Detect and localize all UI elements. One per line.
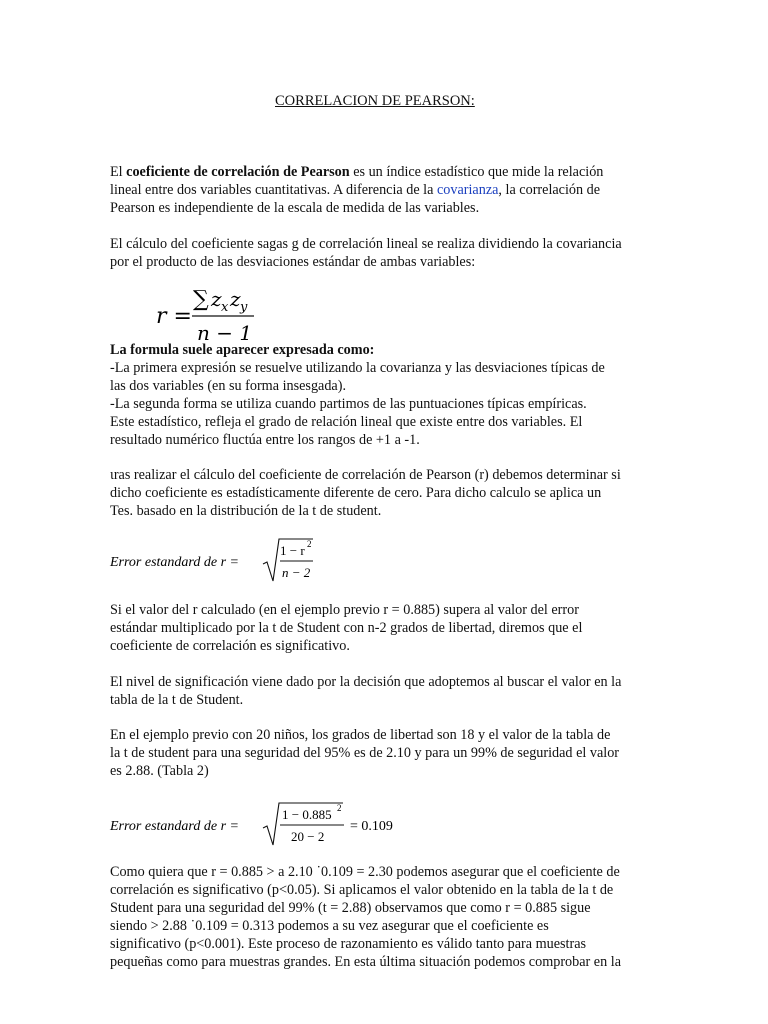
- conclusion-line-2: correlación es significativo (p<0.05). Si aplicamos el valor obtenido en la tabla de la t de: [110, 882, 614, 898]
- formula-z-x: z: [211, 287, 222, 311]
- formula-r-label: r =: [156, 304, 192, 329]
- example-line-2: la t de student para una seguridad del 95% es de 2.10 y para un 99% de seguridad el valor: [110, 745, 620, 761]
- intro-text-2a: lineal entre dos variables cuantitativas. A diferencia de la: [110, 182, 434, 198]
- intro-text: es un índice estadístico que mide la relación: [353, 164, 604, 180]
- se-denominator: n − 2: [282, 565, 311, 580]
- se-formula-label: Error estandard de r =: [110, 555, 239, 570]
- comparison-line-1: Si el valor del r calculado (en el ejemplo previo r = 0.885) supera al valor del error: [110, 602, 579, 618]
- conclusion-line-5: significativo (p<0.001). Este proceso de razonamiento es válido tanto para muestras: [110, 936, 587, 952]
- formula-z-y: z: [230, 287, 241, 311]
- explanation-line-4: Este estadístico, refleja el grado de relación lineal que existe entre dos variables. El: [110, 414, 583, 430]
- comparison-line-3: coeficiente de correlación es significativo.: [110, 638, 350, 654]
- significance-line-2: dicho coeficiente es estadísticamente diferente de cero. Para dicho calculo se aplica un: [110, 485, 602, 501]
- level-line-1: El nivel de significación viene dado por la decisión que adoptemos al buscar el valor en la: [110, 674, 622, 690]
- intro-paragraph: [110, 163, 662, 217]
- numeric-standard-error-formula: [108, 798, 398, 848]
- level-line-2: tabla de la t de Student.: [110, 692, 244, 708]
- conclusion-line-1: Como quiera que r = 0.885 > a 2.10 ˙0.109 = 2.30 podemos asegurar que el coeficiente de: [110, 864, 620, 880]
- page-title: CORRELACION DE PEARSON:: [275, 93, 475, 109]
- example-paragraph: [110, 726, 662, 780]
- bold-term: coeficiente de correlación de Pearson: [126, 164, 350, 180]
- significance-paragraph: [110, 466, 662, 520]
- conclusion-paragraph: [110, 863, 662, 971]
- explanation-line-3: -La segunda forma se utiliza cuando partimos de las puntuaciones típicas empíricas.: [110, 396, 587, 412]
- formula-sub-y: y: [240, 300, 248, 315]
- conclusion-line-3: Student para una seguridad del 99% (t = 2.88) observamos que como r = 0.885 sigue: [110, 900, 591, 916]
- significance-level-paragraph: [110, 673, 662, 709]
- pearson-formula: [150, 282, 260, 346]
- explanation-line-5: resultado numérico fluctúa entre los rangos de +1 a -1.: [110, 432, 420, 448]
- calc-line-1: El cálculo del coeficiente sagas g de correlación lineal se realiza dividiendo la covariancia: [110, 236, 622, 252]
- calc-line-2: por el producto de las desviaciones estándar de ambas variables:: [110, 254, 476, 270]
- calculation-paragraph: [110, 235, 662, 271]
- comparison-paragraph: [110, 601, 662, 655]
- formula-denominator: n − 1: [197, 321, 253, 345]
- intro-line-1: [110, 163, 662, 181]
- formula-sub-x: x: [221, 300, 229, 315]
- numeric-se-numerator: 1 − 0.885: [282, 807, 332, 822]
- intro-text-2b: , la correlación de: [498, 182, 601, 198]
- significance-line-3: Tes. basado en la distribución de la t de student.: [110, 503, 382, 519]
- numeric-se-label: Error estandard de r =: [110, 819, 239, 834]
- numeric-se-exponent: 2: [337, 803, 342, 813]
- example-line-1: En el ejemplo previo con 20 niños, los grados de libertad son 18 y el valor de la tabla de: [110, 727, 611, 743]
- intro-line-3: Pearson es independiente de la escala de medida de las variables.: [110, 200, 480, 216]
- example-line-3: es 2.88. (Tabla 2): [110, 763, 209, 779]
- explanation-line-1: -La primera expresión se resuelve utilizando la covarianza y las desviaciones típicas de: [110, 360, 605, 376]
- covarianza-link[interactable]: covarianza: [436, 182, 499, 198]
- formula-explanation: [110, 341, 662, 449]
- intro-line-2: [110, 181, 662, 199]
- conclusion-line-4: siendo > 2.88 ˙0.109 = 0.313 podemos a su vez asegurar que el coeficiente es: [110, 918, 549, 934]
- explanation-line-2: las dos variables (en su forma insesgada).: [110, 378, 346, 394]
- formula-sum-sign: ∑: [193, 287, 209, 312]
- numeric-se-result: = 0.109: [350, 819, 393, 834]
- numeric-se-denominator: 20 − 2: [291, 829, 325, 844]
- formula-heading: La formula suele aparecer expresada como:: [110, 342, 375, 358]
- intro-word: El: [110, 164, 123, 180]
- conclusion-line-6: pequeñas como para muestras grandes. En esta última situación podemos comprobar en la: [110, 954, 621, 970]
- standard-error-formula: [108, 535, 323, 585]
- comparison-line-2: estándar multiplicado por la t de Student con n-2 grados de libertad, diremos que el: [110, 620, 583, 636]
- se-numerator: 1 − r: [280, 543, 305, 558]
- significance-line-1: ιras realizar el cálculo del coeficiente de correlación de Pearson (r) debemos determinar si: [110, 467, 621, 483]
- se-exponent: 2: [307, 539, 312, 549]
